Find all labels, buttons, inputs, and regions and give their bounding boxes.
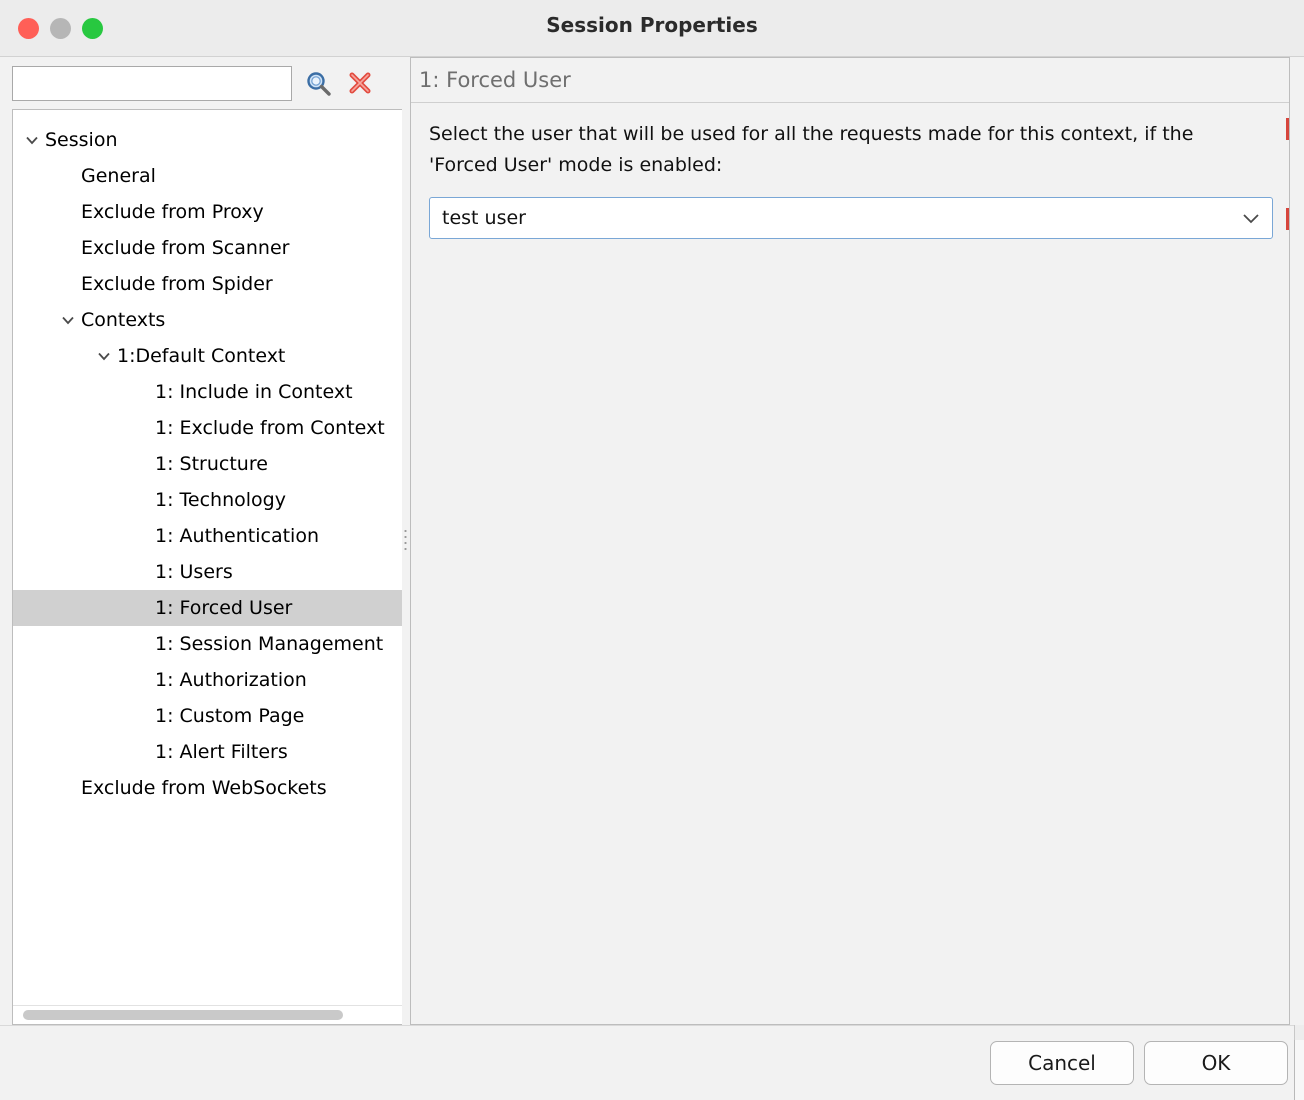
tree-item[interactable] [13,158,402,194]
tree-item-label: 1: Session Management [155,633,384,655]
tree-item-label: 1: Structure [155,453,268,475]
pane-splitter[interactable] [402,57,410,1025]
tree-horizontal-scrollbar[interactable] [13,1005,402,1024]
tree-item-label: Exclude from Scanner [81,237,290,259]
tree-item[interactable] [13,338,402,374]
tree-item[interactable] [13,698,402,734]
tree-item-label: Session [45,129,118,151]
tree-item[interactable] [13,122,402,158]
tree-item-label: 1: Forced User [155,597,293,619]
chevron-down-icon [1240,207,1262,229]
tree-item[interactable] [13,446,402,482]
tree-item[interactable] [13,302,402,338]
tree-item[interactable] [13,194,402,230]
tree-item[interactable] [13,626,402,662]
tree-item[interactable] [13,482,402,518]
cancel-button[interactable]: Cancel [990,1041,1134,1085]
forced-user-select[interactable] [429,197,1273,239]
search-icon[interactable] [302,67,334,99]
tree-item-label: Exclude from Proxy [81,201,264,223]
tree-item[interactable] [13,662,402,698]
tree-item-label: Exclude from WebSockets [81,777,327,799]
ok-button[interactable]: OK [1144,1041,1288,1085]
tree-item-label: 1: Technology [155,489,286,511]
search-row [0,57,402,109]
tree-item[interactable] [13,266,402,302]
tree-item-label: Contexts [81,309,166,331]
chevron-down-icon[interactable] [55,311,81,329]
chevron-down-icon[interactable] [91,347,117,365]
settings-tree[interactable] [12,109,402,1025]
tree-item[interactable] [13,230,402,266]
window-title: Session Properties [546,13,758,37]
panel-content [411,103,1289,239]
tree-item-label: 1: Exclude from Context [155,417,385,439]
tree-scrollbar-thumb[interactable] [23,1010,343,1020]
panel-title: 1: Forced User [411,58,1289,103]
tree-item-label: 1: Custom Page [155,705,305,727]
tree-item-label: 1: Authentication [155,525,320,547]
background-highlight-mark [1286,208,1290,230]
clear-search-icon[interactable] [344,67,376,99]
search-input[interactable] [12,66,292,101]
titlebar [0,0,1304,57]
dialog-footer [0,1025,1304,1100]
right-pane [410,57,1290,1025]
tree-item-label: Exclude from Spider [81,273,273,295]
tree-item[interactable] [13,590,402,626]
tree-item[interactable] [13,734,402,770]
chevron-down-icon[interactable] [19,131,45,149]
tree-item[interactable] [13,374,402,410]
tree-item-label: 1: Include in Context [155,381,353,403]
panel-description: Select the user that will be used for all the requests made for this context, if the 'Forced User' mode is enabled: [429,123,1194,176]
splitter-grip[interactable] [404,528,407,554]
background-highlight-mark [1286,118,1290,140]
dialog-body [0,57,1304,1025]
tree-item-label: 1: Users [155,561,233,583]
forced-user-select-value: test user [442,207,526,229]
tree-item-label: 1:Default Context [117,345,286,367]
tree-item-label: General [81,165,156,187]
tree-item[interactable] [13,554,402,590]
tree-item[interactable] [13,410,402,446]
tree-item[interactable] [13,770,402,806]
left-pane [0,57,402,1025]
tree-item[interactable] [13,518,402,554]
tree-item-label: 1: Alert Filters [155,741,288,763]
tree-item-label: 1: Authorization [155,669,307,691]
